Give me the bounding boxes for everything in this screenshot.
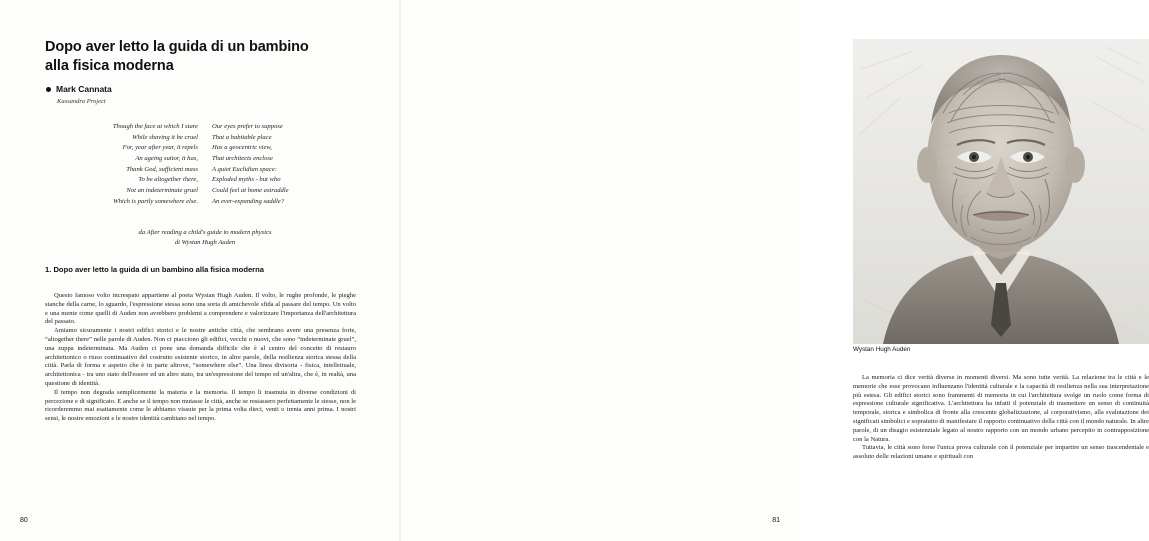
poem-block <box>55 122 355 207</box>
author-name: Mark Cannata <box>56 84 112 94</box>
poem-line: While shaving it be cruel <box>132 133 198 141</box>
poem-line: A quiet Euclidian space: <box>212 165 277 173</box>
portrait-illustration <box>853 39 1149 344</box>
poem-credit <box>55 228 355 248</box>
portrait-of-wystan-hugh-auden <box>853 39 1149 344</box>
poem-line: To be altogether there, <box>138 176 198 184</box>
poem-line: Which is partly somewhere else. <box>113 197 198 205</box>
poem-column-left <box>55 122 198 207</box>
poem-line: That architects enclose <box>212 155 273 163</box>
folio-right: 81 <box>772 517 780 524</box>
left-body-text <box>45 292 356 424</box>
right-page <box>400 0 1149 541</box>
poem-line: Exploded myths - but who <box>212 176 281 184</box>
folio-left: 80 <box>20 517 28 524</box>
poem-line: For, year after year, it repels <box>122 144 198 152</box>
poem-line: Not an indeterminate gruel <box>126 187 198 195</box>
poem-line: An ever-expanding saddle? <box>212 197 285 205</box>
poem-line: An ageing suitor, it has, <box>135 155 198 163</box>
section-heading: 1. Dopo aver letto la guida di un bambino alla fisica moderna <box>45 265 264 274</box>
left-page <box>0 0 400 541</box>
paragraph: La memoria ci dice verità diverse in momenti diversi. Ma sono tutte verità. La relazione tra le città e le memorie che esse provocano influenzano l'identità culturale e la capacità di resilienza nella sua interpretazione più estesa. Gli edifici storici sono frammenti di memoria in cui l'architettura svolge un ruolo come forma di espressione culturale significativa. L'architettura ha infatti il potenziale di trasmettere un senso di continuità temporale, storica e simbolica di fronte alla crescente globalizzazione, al corporativismo, alla svalutazione dei significati simbolici e sopratutto di manifestare il rapporto continuativo della città con il mondo naturale. In altre parole, di un disagio esistenziale legato al nostro rapporto con un mondo urbano percepito in contrapposizione con la Natura. <box>853 374 1149 443</box>
poem-credit-prefix: da <box>138 229 147 236</box>
paragraph: Questo famoso volto increspato appartiene al poeta Wystan Hugh Auden. Il volto, le rughe profonde, le pieghe stanche della carne, lo sguardo, l'espressione stessa sono una sorta di amichevole sfida al passare del tempo. Un volto e una mente come quelli di Auden non avrebbero problemi a comprendere e valorizzare l'importanza dell'architettura del passato. <box>45 292 356 326</box>
poem-credit-source-title: After reading a child's guide to modern physics <box>146 229 272 236</box>
page-title-line-2: alla fisica moderna <box>45 58 174 75</box>
page-gutter <box>399 0 401 541</box>
right-body-text <box>853 374 1149 462</box>
paragraph: Amiamo sicuramente i nostri edifici storici e le nostre antiche città, che sembrano avere una presenza forte, “altogether there” nelle parole di Auden. Non ci piacciono gli edifici, vecchi o nuovi, che sono “indeterminate gruel”, una zuppa indeterminata. Ma Auden ci pone una domanda difficile che è al centro del concetto di restauro architettonico o riuso continuativo del costruito esistente storico, in altre parole, della resilienza storica stessa della città. Parla di forma e aspetto che è in parte altrove, “somewhere else”. Una linea divisoria - fisica, intellettuale, architettonica - tra uno stato dell'essere ed un altro stato, tra un'espressione del tempo ed un'altra, che è, in realtà, una questione di identità. <box>45 327 356 387</box>
poem-line: Could feel at home astraddle <box>212 187 289 195</box>
poem-line: That a habitable place <box>212 133 272 141</box>
poem-line: Has a geocentric view, <box>212 144 272 152</box>
poem-line: Our eyes prefer to suppose <box>212 123 283 130</box>
image-caption: Wystan Hugh Auden <box>853 346 911 353</box>
poem-credit-author: di Wystan Hugh Auden <box>174 238 236 246</box>
author-affiliation: Kassandra Project <box>57 98 106 105</box>
bullet-icon <box>46 87 51 92</box>
author-row <box>46 84 112 94</box>
poem-column-right <box>212 122 355 207</box>
poem-line: Thank God, sufficient mass <box>126 165 198 173</box>
page-title <box>45 38 345 76</box>
paragraph: Il tempo non degrada semplicemente la materia e la memoria. Il tempo li trasmuta in diverse condizioni di percezione e di significato. E anche se il tempo non mutasse le città, anche se restassero perfettamente le stesse, non le ricorderemmo mai esattamente come le abbiamo vissute per la prima volta dieci, venti o trenta anni prima. I nostri sensi, le nostre emozioni e le nostre identità cambiano nel tempo. <box>45 388 356 423</box>
page-title-line-1: Dopo aver letto la guida di un bambino <box>45 39 309 55</box>
paragraph: Tuttavia, le città sono forse l'unica prova culturale con il potenziale per impartire un senso trascendentale e assoluto delle relazioni umane e spirituali con <box>853 444 1149 461</box>
poem-line: Though the face at which I stare <box>112 123 198 130</box>
